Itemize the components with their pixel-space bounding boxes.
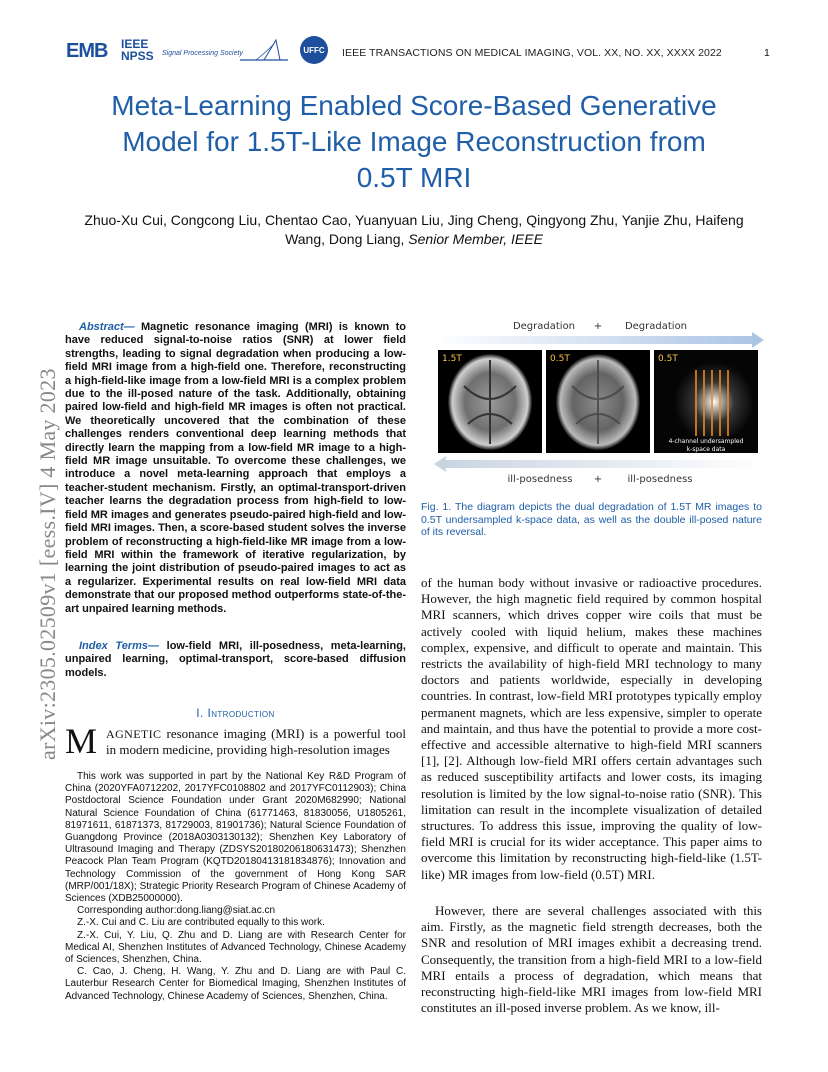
abstract-text: Magnetic resonance imaging (MRI) is known to have reduced signal-to-noise ratios (SNR) at lower field strengths, leading to signal degradation when producing a low-field MRI image from a high-field one. Therefore, reconstructing a high-field-like image from a low-field MRI is a complex problem due to the ill-posed nature of the task. Additionally, obtaining paired low-field and high-field MR images is often not practical. We theoretically uncovered that the combination of these challenges renders conventional deep learning methods that directly learn the mapping from a low-field MR image to a high-field MR image unsuitable. To overcome these challenges, we introduce a novel meta-learning approach that employs a teacher-student mechanism. Firstly, an optimal-transport-driven teacher learns the degradation process from high-field to low-field MR images and generates pseudo-paired high-field and low-field MRI images. Then, a score-based student solves the inverse problem of reconstructing a high-field-like MR image from a low-field MRI within the framework of iterative regularization, by learning the joint distribution of pseudo-paired images to act as a regularizer. Experimental results on real low-field MRI data demonstrate that our proposed method outperforms state-of-the-art unpaired learning methods. <box>65 321 406 615</box>
author-membership: Senior Member, IEEE <box>408 231 543 247</box>
degradation-arrow-icon <box>434 332 764 348</box>
sail-logo-icon <box>236 38 292 64</box>
panel-label-2: 0.5T <box>550 354 570 364</box>
section-heading <box>65 706 406 720</box>
kspace-caption-line1: 4-channel undersampled <box>668 438 744 445</box>
drop-cap: M <box>65 721 98 761</box>
top-label-plus: + <box>593 321 603 332</box>
emb-logo: EMB <box>66 40 108 62</box>
figure-caption-text: The diagram depicts the dual degradation of 1.5T MR images to 0.5T undersampled k-space data, as well as the double ill-posed nature of its reversal. <box>421 501 762 539</box>
footnote-funding: This work was supported in part by the National Key R&D Program of China (2020YFA0712202, 2017YFC0108802 and 2017YFC0112903); China Postdoctoral Science Foundation under Grant 2020M682990; National Natural Science Foundation of China (61771463, 81830056, U1805261, 81971611, 61871373, 81729003, 81901736); Natural Science Foundation of Guangdong Province (2018A0303130132); Shenzhen Key Laboratory of Ultrasound Imaging and Therapy (ZDSYS20180206180631473); Shenzhen Peacock Plan Team Program (KQTD20180413181834876); Innovation and Technology Commission of the government of Hong Kong SAR (MRP/001/18X); Strategic Priority Research Program of Chinese Academy of Sciences (XDB25000000). <box>65 771 406 905</box>
author-list <box>80 211 748 249</box>
bottom-label-plus: + <box>593 474 603 485</box>
publisher-logos <box>66 36 336 66</box>
body-paragraph-1: of the human body without invasive or radioactive procedures. However, the high magnetic field required by common hospital MRI scanners, which drives copper wire coils that must be actively cooled with liquid helium, makes these machines complex, expensive, and difficult to operate and maintain. This restricts the availability of high-field MRI technology to many doctors and patients worldwide, especially in developing countries. In contrast, low-field MRI prototypes typically employ permanent magnets, which are less expensive, simpler to operate and maintain, and thus have the potential to provide a more cost-effective and accessible alternative to high-field MRI scanners [1], [2]. Although low-field MRI offers certain advantages such as reduced susceptibility artifacts and lower costs, its imaging resolution is limited by the low signal-to-noise ratio (SNR). This limitation can result in the incomplete visualization of detailed structures. To address this issue, improving the quality of low-field MRI is crucial for its wider acceptance. This paper aims to overcome this limitation by reconstructing high-field-like (1.5T-like) MR images from low-field (0.5T) MRI. <box>421 575 762 882</box>
top-label-2: Degradation <box>624 321 688 332</box>
top-label-1: Degradation <box>512 321 576 332</box>
uffc-logo: UFFC <box>300 36 328 64</box>
footnote-affiliation-2: C. Cao, J. Cheng, H. Wang, Y. Zhu and D. Liang are with Paul C. Lauterbur Research Center for Biomedical Imaging, Shenzhen Institutes of Advanced Technology, Chinese Academy of Sciences, Shenzhen, China. <box>65 966 406 1002</box>
figure-caption <box>421 501 762 539</box>
npss-logo: IEEE NPSS <box>121 37 154 63</box>
index-terms-label: Index Terms— <box>79 640 159 652</box>
author-names: Zhuo-Xu Cui, Congcong Liu, Chentao Cao, Yuanyuan Liu, Jing Cheng, Qingyong Zhu, Yanjie Zhu, Haifeng Wang, Dong Liang, <box>84 212 744 247</box>
footnote-corresponding: Corresponding author:dong.liang@siat.ac.cn <box>77 905 276 917</box>
abstract-label: Abstract— <box>79 321 135 333</box>
intro-lead: AGNETIC <box>106 727 162 741</box>
section-number: I. <box>196 706 204 720</box>
footnote-affiliation-1: Z.-X. Cui, Y. Liu, Q. Zhu and D. Liang are with Research Center for Medical AI, Shenzhen Institutes of Advanced Technology, Chinese Academy of Sciences, Shenzhen, China. <box>65 929 406 966</box>
intro-paragraph <box>106 726 406 758</box>
footnote-equal-contribution: Z.-X. Cui and C. Liu are contributed equally to this work. <box>77 917 325 929</box>
ill-posedness-arrow-icon <box>434 456 764 472</box>
sps-logo: Signal Processing Society <box>162 50 243 57</box>
footnotes <box>65 771 406 1003</box>
panel-label-3: 0.5T <box>658 354 678 364</box>
index-terms-text: low-field MRI, ill-posedness, meta-learning, unpaired learning, optimal-transport, score-based diffusion models. <box>65 640 406 679</box>
journal-header: IEEE TRANSACTIONS ON MEDICAL IMAGING, VOL. XX, NO. XX, XXXX 2022 <box>342 47 722 59</box>
panel-label-1: 1.5T <box>442 354 462 364</box>
bottom-label-2: ill-posedness <box>627 474 693 485</box>
paper-title: Meta-Learning Enabled Score-Based Generative Model for 1.5T-Like Image Reconstruction from 0.5T MRI <box>111 90 717 193</box>
index-terms <box>65 640 406 680</box>
page-number: 1 <box>764 47 770 59</box>
figure-caption-label: Fig. 1. <box>421 501 452 513</box>
intro-text: resonance imaging (MRI) is a powerful tool in modern medicine, providing high-resolution images <box>106 726 406 757</box>
bottom-label-1: ill-posedness <box>507 474 573 485</box>
abstract <box>65 321 406 616</box>
body-paragraph-2: However, there are several challenges associated with this aim. Firstly, as the magnetic field strength decreases, both the SNR and resolution of MRI images exhibit a decreasing trend. Consequently, the transition from a high-field MRI to a low-field MRI entails a process of degradation, which means that reconstructing high-field-like MRI images from low-field MRI constitutes an ill-posed inverse problem. As we know, ill- <box>421 903 762 1016</box>
arxiv-stamp: arXiv:2305.02509v1 [eess.IV] 4 May 2023 <box>35 368 60 760</box>
kspace-image <box>674 362 754 442</box>
figure-1 <box>434 316 764 488</box>
section-title: Introduction <box>207 706 275 720</box>
kspace-caption-line2: k-space data <box>686 446 726 453</box>
